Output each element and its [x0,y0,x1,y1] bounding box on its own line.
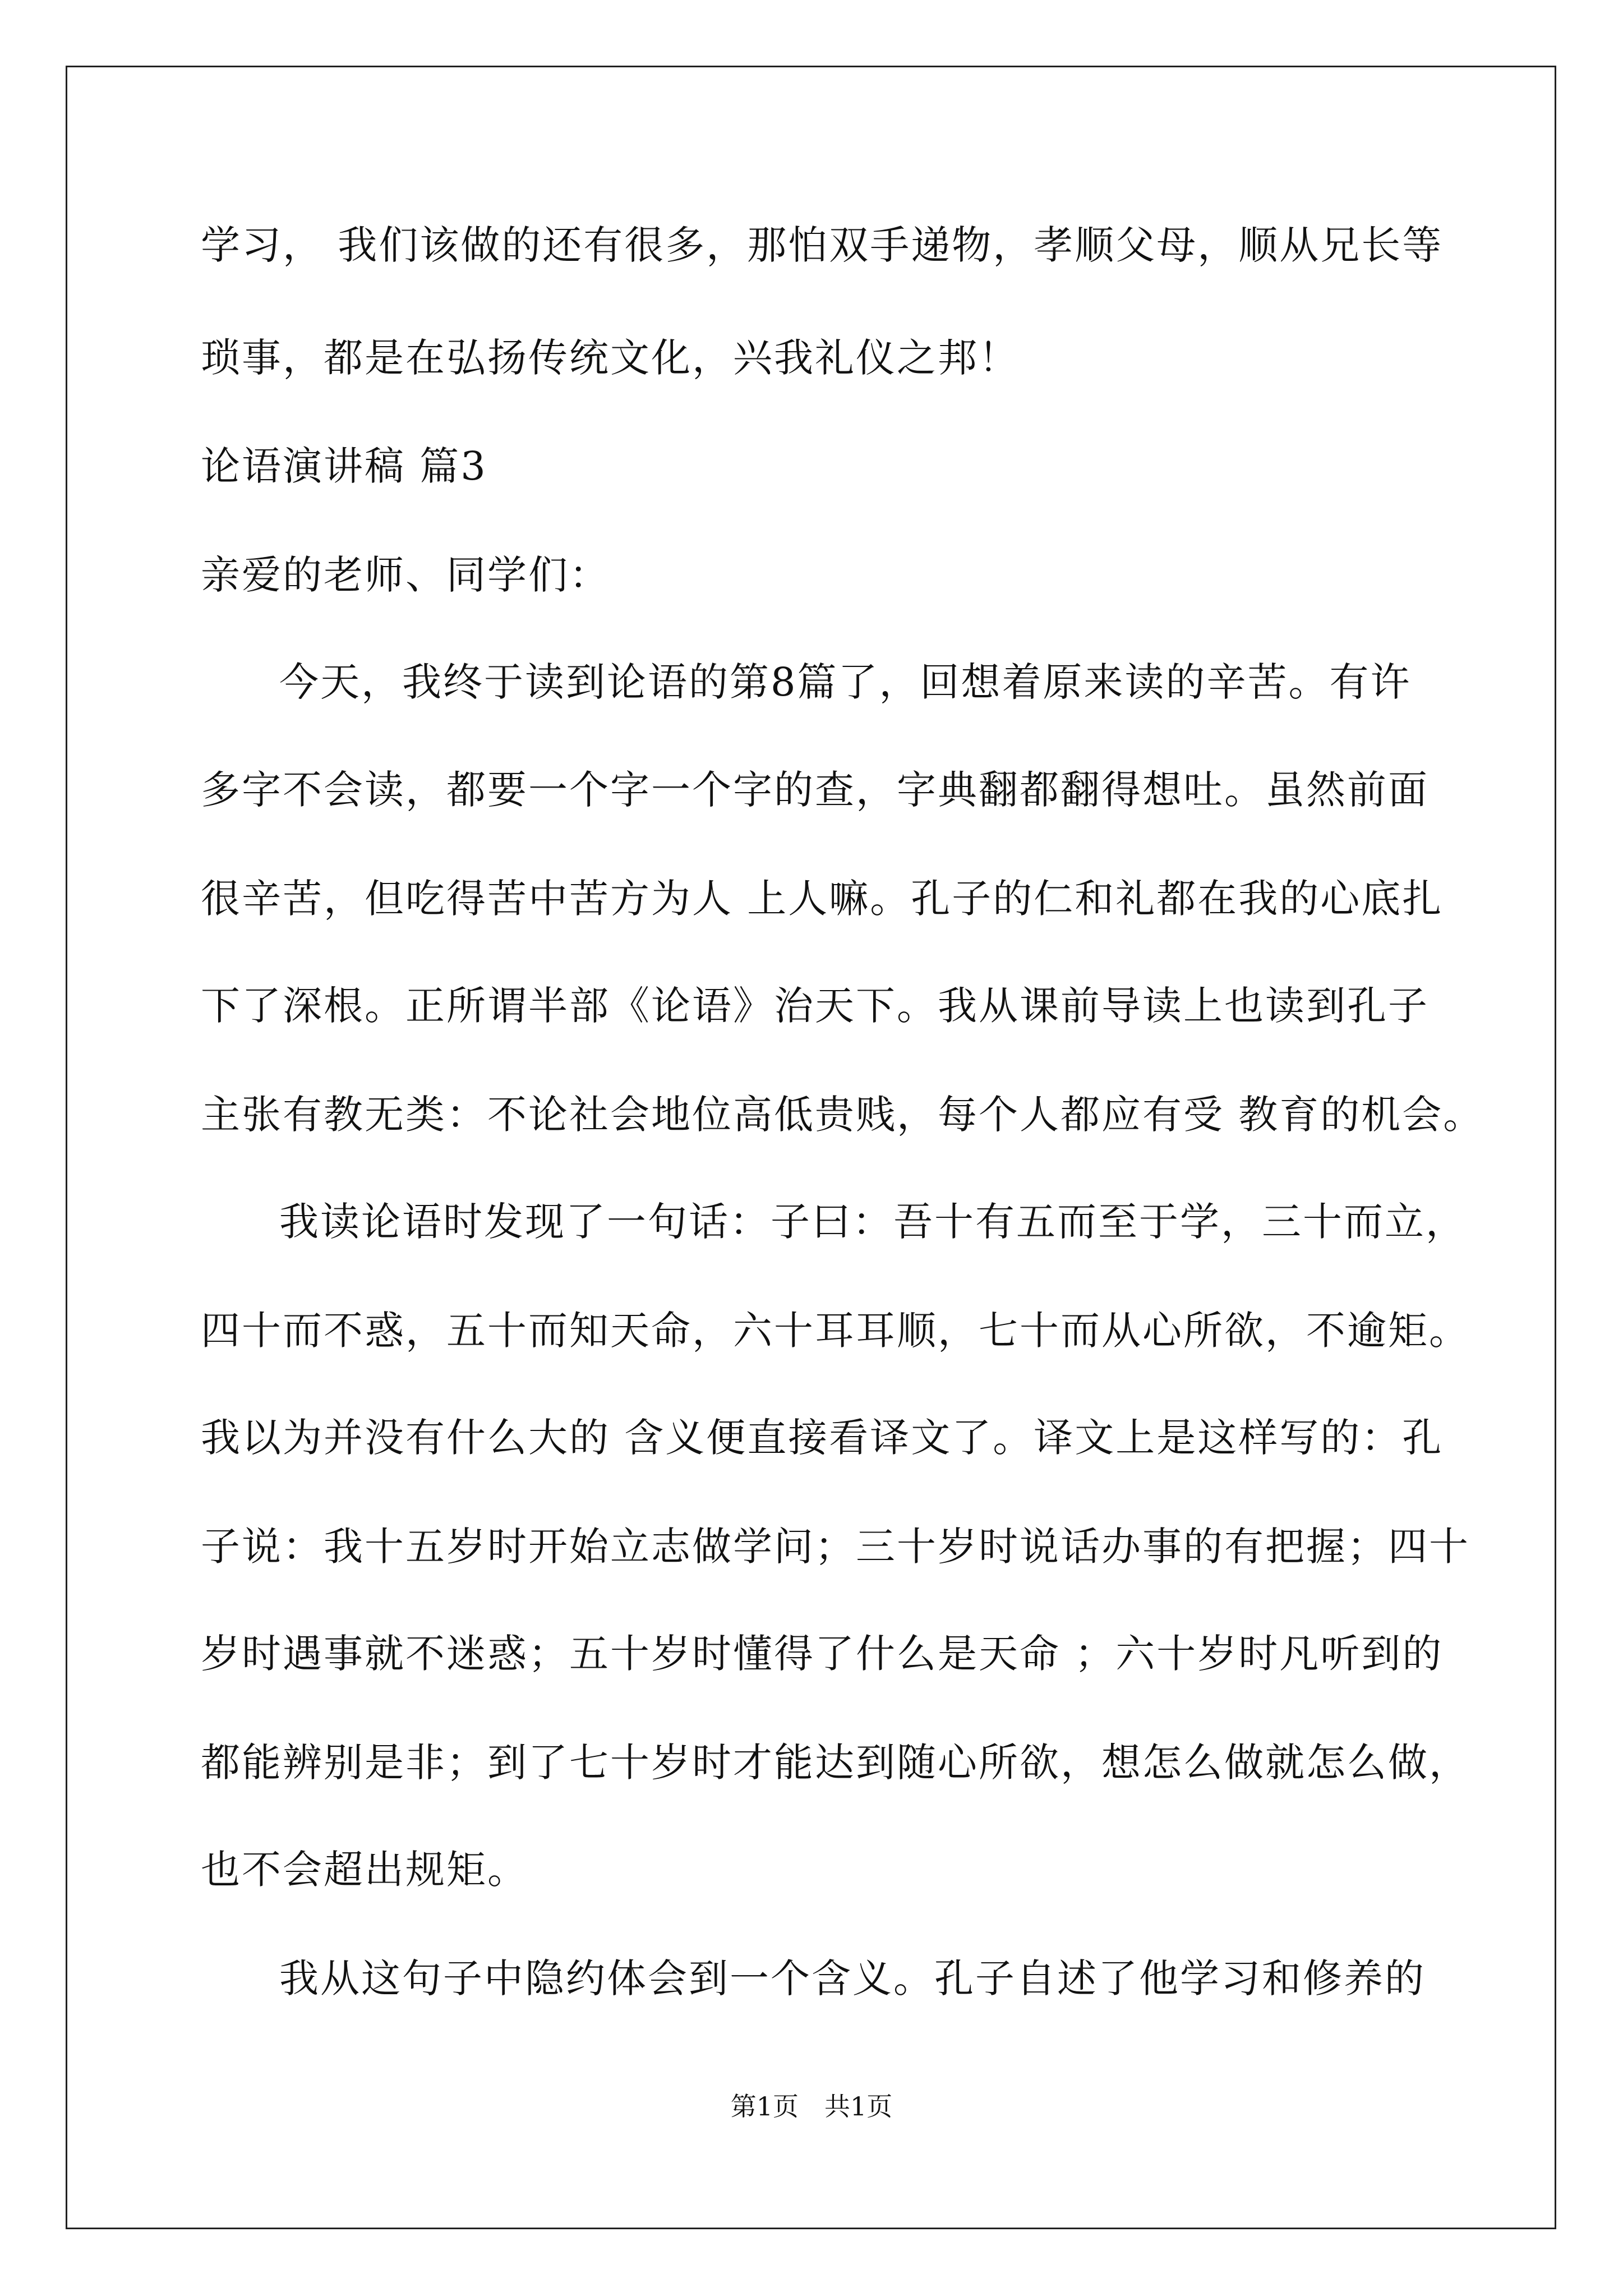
text-line: 也不会超出规矩。 [201,1847,528,1893]
text-line: 岁时遇事就不迷惑；五十岁时懂得了什么是天命 ；六十岁时凡听到的 [201,1631,1444,1677]
page-footer: 第1页 共1页 [730,2091,893,2122]
text-line: 很辛苦，但吃得苦中苦方为人 上人嘛。孔子的仁和礼都在我的心底扎 [201,876,1444,922]
text-line: 子说：我十五岁时开始立志做学问；三十岁时说话办事的有把握；四十 [201,1524,1470,1570]
section-heading: 论语演讲稿 篇3 [201,443,487,489]
text-line: 多字不会读，都要一个字一个字的查，字典翻都翻得想吐。虽然前面 [201,767,1429,813]
text-line: 我读论语时发现了一句话：子曰：吾十有五而至于学，三十而立， [279,1199,1467,1245]
text-line: 主张有教无类：不论社会地位高低贵贱，每个人都应有受 教育的机会。 [201,1092,1484,1138]
text-line: 我以为并没有什么大的 含义便直接看译文了。译文上是这样写的：孔 [201,1415,1444,1461]
text-line: 四十而不惑，五十而知天命，六十耳耳顺，七十而从心所欲，不逾矩。 [201,1308,1470,1354]
page-border [66,66,1556,2229]
text-line: 今天，我终于读到论语的第8篇了，回想着原来读的辛苦。有许 [279,659,1412,705]
text-line: 琐事，都是在弘扬传统文化，兴我礼仪之邦！ [201,335,1020,381]
text-line: 学习， 我们该做的还有很多，那怕双手递物，孝顺父母，顺从兄长等 [201,222,1444,268]
salutation: 亲爱的老师、同学们： [201,552,610,598]
text-line: 我从这句子中隐约体会到一个含义。孔子自述了他学习和修养的 [279,1955,1426,2001]
text-line: 都能辨别是非；到了七十岁时才能达到随心所欲，想怎么做就怎么做， [201,1740,1470,1786]
text-line: 下了深根。正所谓半部《论语》治天下。我从课前导读上也读到孔子 [201,983,1429,1029]
